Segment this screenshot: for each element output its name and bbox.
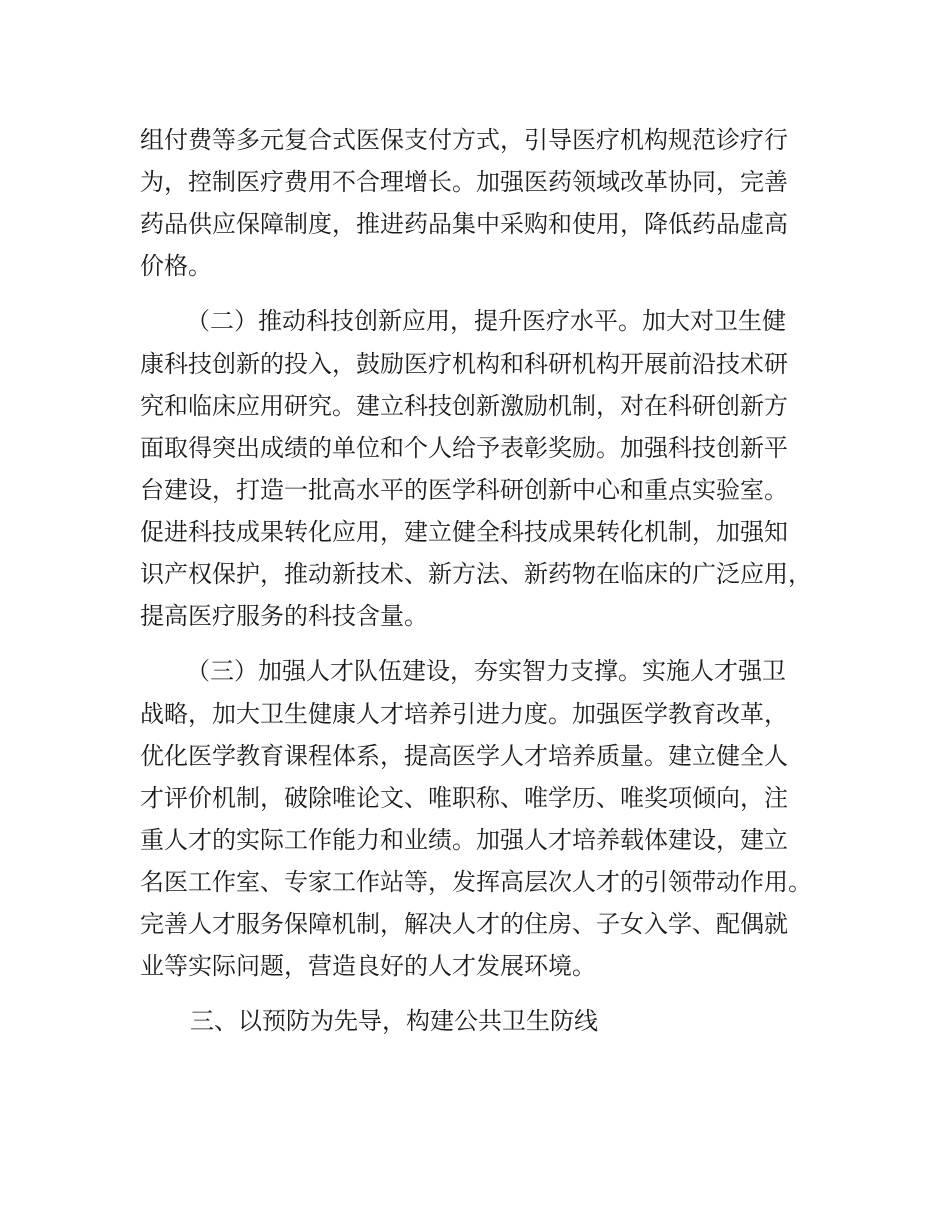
text-line: 康科技创新的投入，鼓励医疗机构和科研机构开展前沿技术研 [140, 350, 788, 378]
text-line: 战略，加大卫生健康人才培养引进力度。加强医学教育改革， [140, 700, 788, 728]
heading-text: 三、以预防为先导，构建公共卫生防线 [190, 1007, 598, 1035]
text-line: 价格。 [140, 252, 212, 280]
text-line: 药品供应保障制度，推进药品集中采购和使用，降低药品虚高 [140, 210, 788, 238]
text-line: 名医工作室、专家工作站等，发挥高层次人才的引领带动作用。 [140, 868, 812, 896]
text-line: 优化医学教育课程体系，提高医学人才培养质量。建立健全人 [140, 742, 788, 770]
text-line: 重人才的实际工作能力和业绩。加强人才培养载体建设，建立 [140, 826, 788, 854]
section-lead-line: （二）推动科技创新应用，提升医疗水平。加大对卫生健 [186, 307, 786, 335]
text-line: 完善人才服务保障机制，解决人才的住房、子女入学、配偶就 [140, 910, 788, 938]
text-line: 面取得突出成绩的单位和个人给予表彰奖励。加强科技创新平 [140, 434, 788, 462]
section-lead-line: （三）加强人才队伍建设，夯实智力支撑。实施人才强卫 [186, 657, 786, 685]
text-line: 业等实际问题，营造良好的人才发展环境。 [140, 952, 596, 980]
text-line: 才评价机制，破除唯论文、唯职称、唯学历、唯奖项倾向，注 [140, 784, 788, 812]
text-line: 台建设，打造一批高水平的医学科研创新中心和重点实验室。 [140, 476, 788, 504]
text-line: 识产权保护，推动新技术、新方法、新药物在临床的广泛应用， [140, 560, 812, 588]
text-line: 究和临床应用研究。建立科技创新激励机制，对在科研创新方 [140, 392, 788, 420]
text-line: 提高医疗服务的科技含量。 [140, 602, 428, 630]
text-line: 促进科技成果转化应用，建立健全科技成果转化机制，加强知 [140, 518, 788, 546]
text-line: 为，控制医疗费用不合理增长。加强医药领域改革协同，完善 [140, 168, 788, 196]
text-line: 组付费等多元复合式医保支付方式，引导医疗机构规范诊疗行 [140, 126, 788, 154]
